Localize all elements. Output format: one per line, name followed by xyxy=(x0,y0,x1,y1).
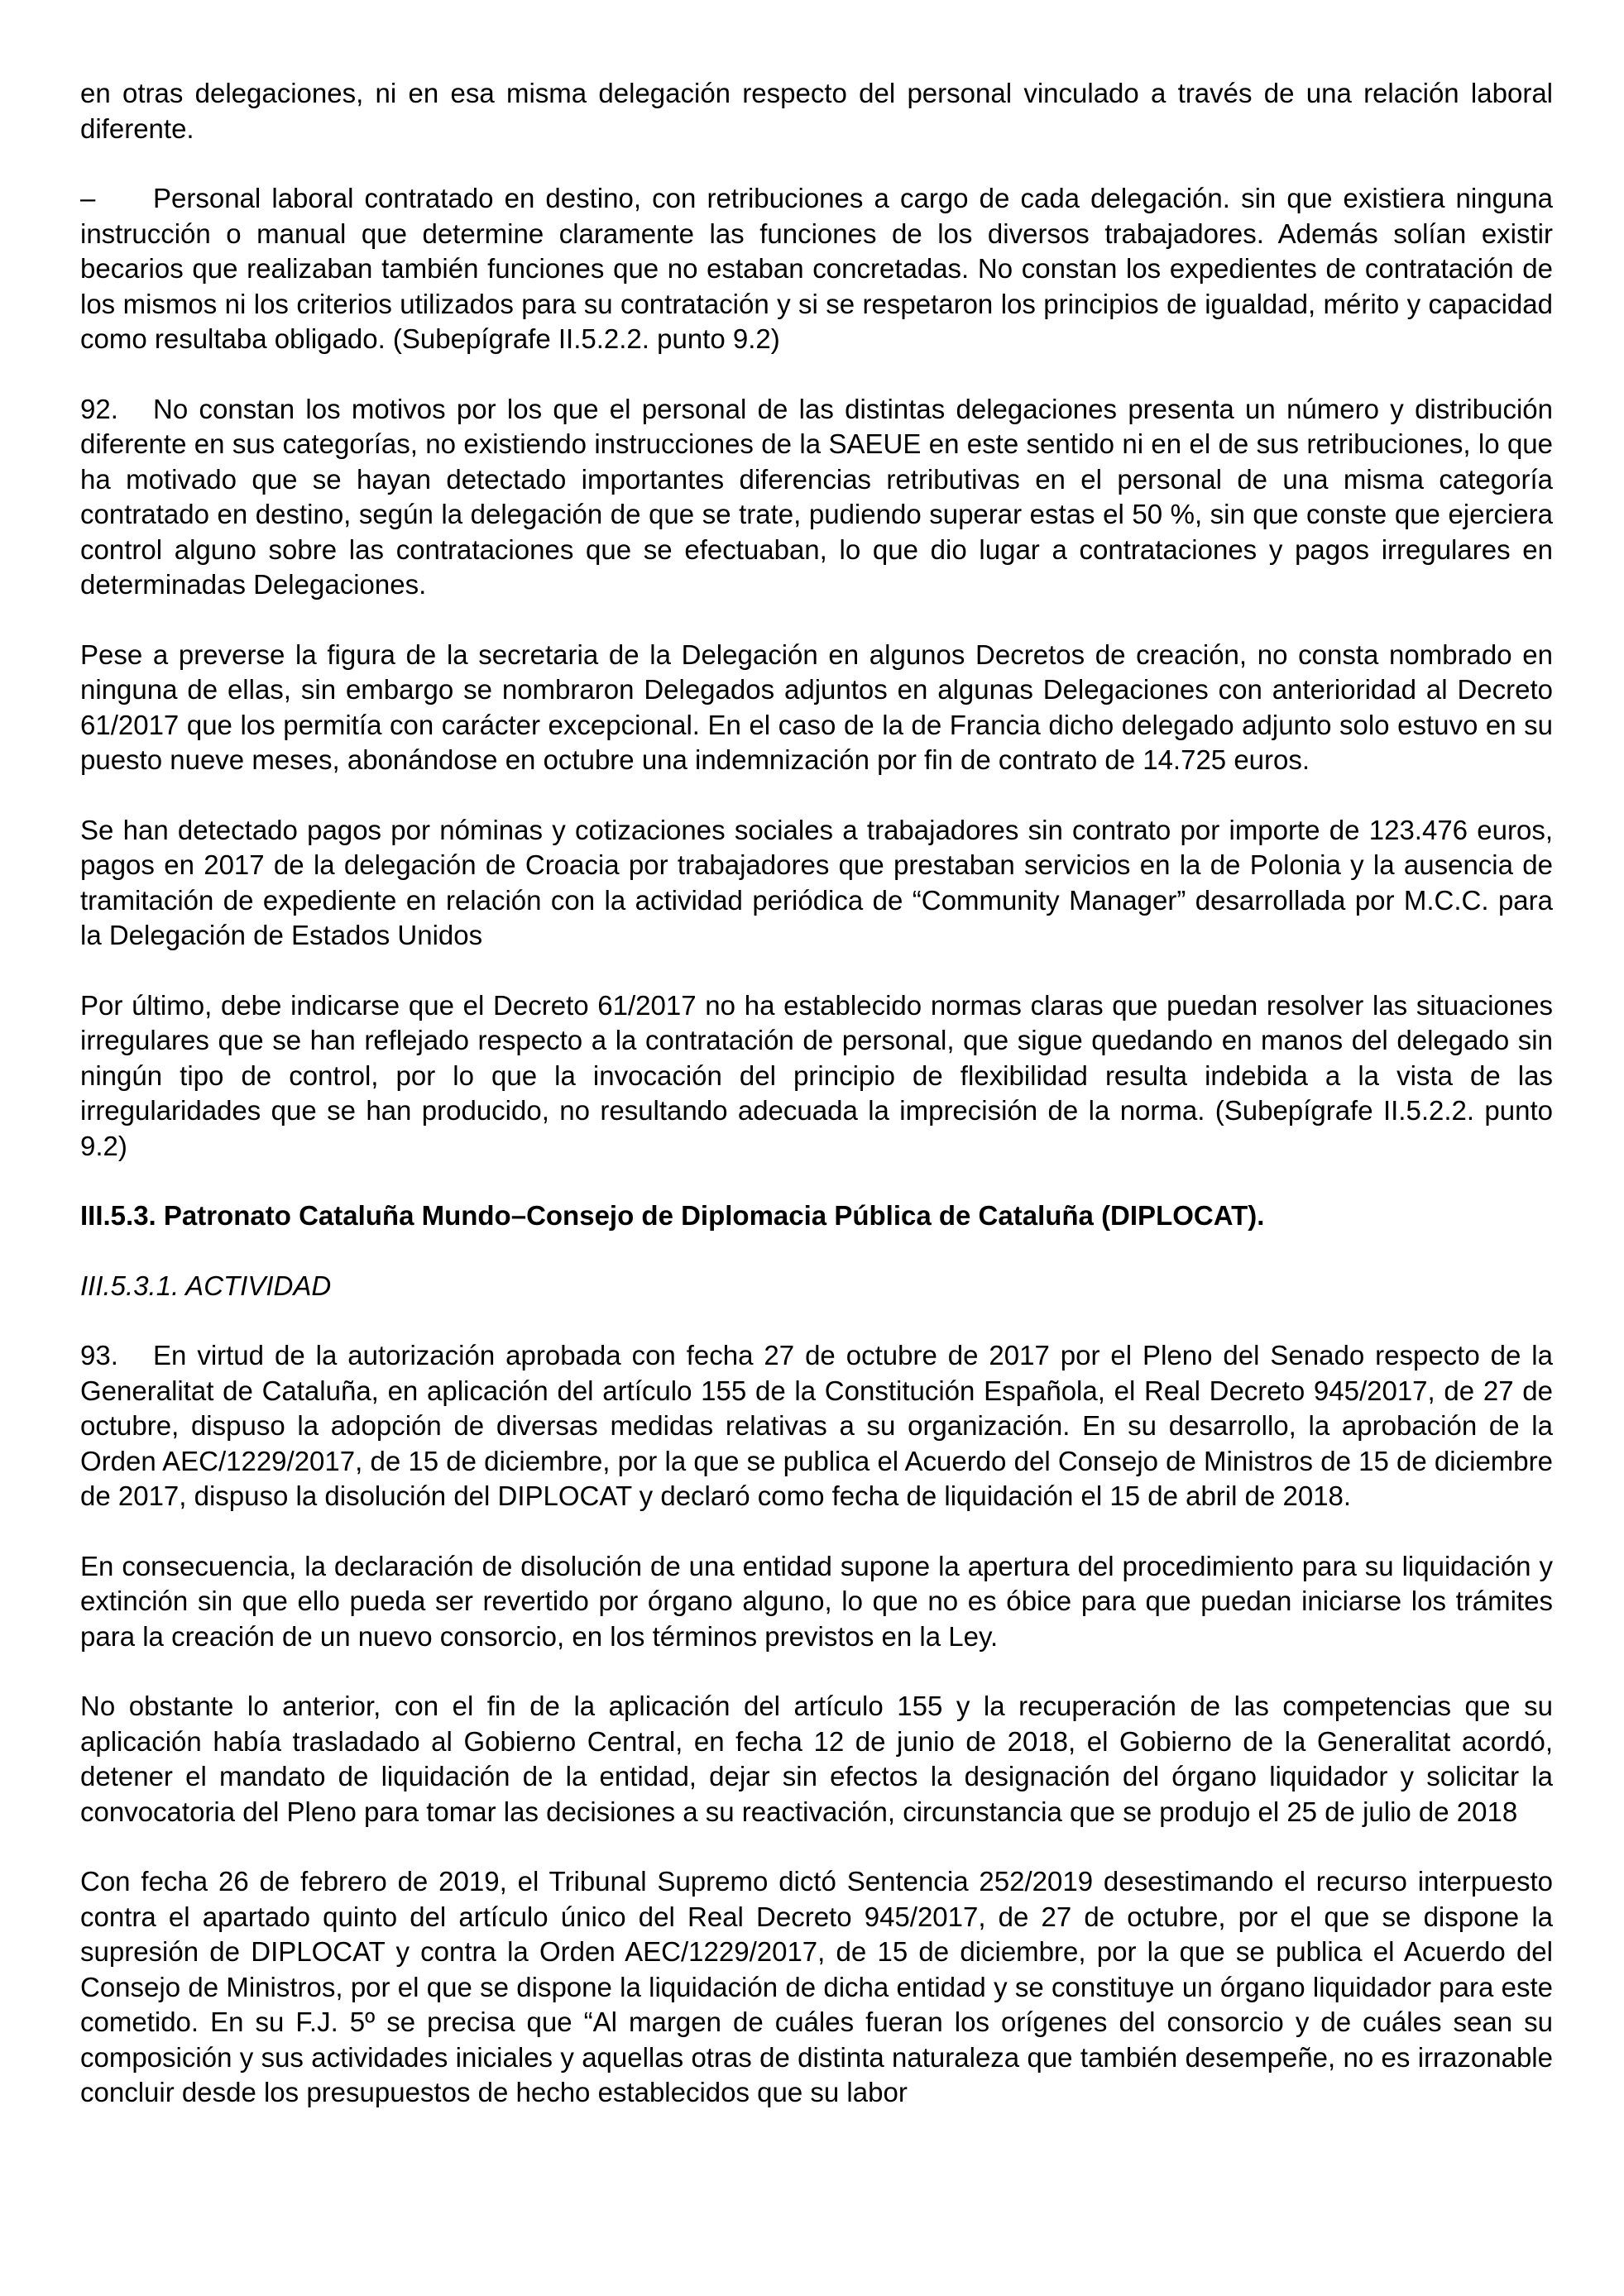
heading-text: III.5.3. Patronato Cataluña Mundo–Consejo de Diplomacia Pública de Cataluña (DIPLOCAT). xyxy=(80,1200,1265,1231)
document-page xyxy=(80,76,1553,2145)
paragraph-92 xyxy=(80,392,1553,603)
paragraph-decreto xyxy=(80,988,1553,1165)
paragraph-personal-laboral xyxy=(80,181,1553,357)
paragraph-text: En virtud de la autorización aprobada con fecha 27 de octubre de 2017 por el Pleno del Senado respecto de la Generalitat de Cataluña, en aplicación del artículo 155 de la Constitución Española, el Real Decreto 945/2017, de 27 de octubre, dispuso la adopción de diversas medidas relativas a su organización. En su desarrollo, la aprobación de la Orden AEC/1229/2017, de 15 de diciembre, por la que se publica el Acuerdo del Consejo de Ministros de 15 de diciembre de 2017, dispuso la disolución del DIPLOCAT y declaró como fecha de liquidación el 15 de abril de 2018. xyxy=(80,1340,1553,1511)
paragraph-text: No obstante lo anterior, con el fin de la aplicación del artículo 155 y la recuperación de las competencias que su aplicación había trasladado al Gobierno Central, en fecha 12 de junio de 2018, el Gobierno de la Generalitat acordó, detener el mandato de liquidación de la entidad, dejar sin efectos la designación del órgano liquidador y solicitar la convocatoria del Pleno para tomar las decisiones a su reactivación, circunstancia que se produjo el 25 de julio de 2018 xyxy=(80,1691,1553,1827)
paragraph-text: en otras delegaciones, ni en esa misma delegación respecto del personal vinculado a través de una relación laboral diferente. xyxy=(80,78,1553,144)
paragraph-text: Se han detectado pagos por nóminas y cotizaciones sociales a trabajadores sin contrato por importe de 123.476 euros, pagos en 2017 de la delegación de Croacia por trabajadores que prestaban servicios en la de Polonia y la ausencia de tramitación de expediente en relación con la actividad periódica de “Community Manager” desarrollada por M.C.C. para la Delegación de Estados Unidos xyxy=(80,814,1553,950)
paragraph-text: Pese a preverse la figura de la secretaria de la Delegación en algunos Decretos de creación, no consta nombrado en ninguna de ellas, sin embargo se nombraron Delegados adjuntos en algunas Delegaciones con anterioridad al Decreto 61/2017 que los permitía con carácter excepcional. En el caso de la de Francia dicho delegado adjunto solo estuvo en su puesto nueve meses, abonándose en octubre una indemnización por fin de contrato de 14.725 euros. xyxy=(80,639,1553,775)
paragraph-secretaria xyxy=(80,638,1553,778)
paragraph-text: En consecuencia, la declaración de disolución de una entidad supone la apertura del procedimiento para su liquidación y extinción sin que ello pueda ser revertido por órgano alguno, lo que no es óbice para que puedan iniciarse los trámites para la creación de un nuevo consorcio, en los términos previstos en la Ley. xyxy=(80,1550,1553,1652)
paragraph-93 xyxy=(80,1338,1553,1514)
subsection-heading xyxy=(80,1269,1553,1304)
section-heading xyxy=(80,1198,1553,1234)
paragraph-text: Por último, debe indicarse que el Decreto 61/2017 no ha establecido normas claras que puedan resolver las situaciones irregulares que se han reflejado respecto a la contratación de personal, que sigue quedando en manos del delegado sin ningún tipo de control, por lo que la invocación del principio de flexibilidad resulta indebida a la vista de las irregularidades que se han producido, no resultando adecuada la imprecisión de la norma. (Subepígrafe II.5.2.2. punto 9.2) xyxy=(80,989,1553,1161)
paragraph-number: 92. xyxy=(80,393,118,424)
paragraph-no-obstante xyxy=(80,1689,1553,1830)
paragraph-text: Con fecha 26 de febrero de 2019, el Tribunal Supremo dictó Sentencia 252/2019 desestimando el recurso interpuesto contra el apartado quinto del artículo único del Real Decreto 945/2017, de 27 de octubre, por el que se dispone la supresión de DIPLOCAT y contra la Orden AEC/1229/2017, de 15 de diciembre, por la que se publica el Acuerdo del Consejo de Ministros, por el que se dispone la liquidación de dicha entidad y se constituye un órgano liquidador para este cometido. En su F.J. 5º se precisa que “Al margen de cuáles fueran los orígenes del consorcio y de cuáles sean su composición y sus actividades iniciales y aquellas otras de distinta naturaleza que también desempeñe, no es irrazonable concluir desde los presupuestos de hecho establecidos que su labor xyxy=(80,1866,1553,2107)
paragraph-continuation xyxy=(80,76,1553,146)
paragraph-consecuencia xyxy=(80,1549,1553,1655)
paragraph-text: No constan los motivos por los que el personal de las distintas delegaciones presenta un número y distribución diferente en sus categorías, no existiendo instrucciones de la SAEUE en este sentido ni en el de sus retribuciones, lo que ha motivado que se hayan detectado importantes diferencias retributivas en el personal de una misma categoría contratado en destino, según la delegación de que se trate, pudiendo superar estas el 50 %, sin que conste que ejerciera control alguno sobre las contrataciones que se efectuaban, lo que dio lugar a contrataciones y pagos irregulares en determinadas Delegaciones. xyxy=(80,393,1553,600)
paragraph-text: Personal laboral contratado en destino, con retribuciones a cargo de cada delegación. sin que existiera ninguna instrucción o manual que determine claramente las funciones de los diversos trabajadores. Además solían existir becarios que realizaban también funciones que no estaban concretadas. No constan los expedientes de contratación de los mismos ni los criterios utilizados para su contratación y si se respetaron los principios de igualdad, mérito y capacidad como resultaba obligado. (Subepígrafe II.5.2.2. punto 9.2) xyxy=(80,183,1553,354)
list-dash: – xyxy=(80,183,96,213)
subheading-text: III.5.3.1. ACTIVIDAD xyxy=(80,1270,332,1301)
paragraph-number: 93. xyxy=(80,1340,118,1370)
paragraph-sentencia xyxy=(80,1864,1553,2111)
paragraph-pagos-nominas xyxy=(80,813,1553,954)
